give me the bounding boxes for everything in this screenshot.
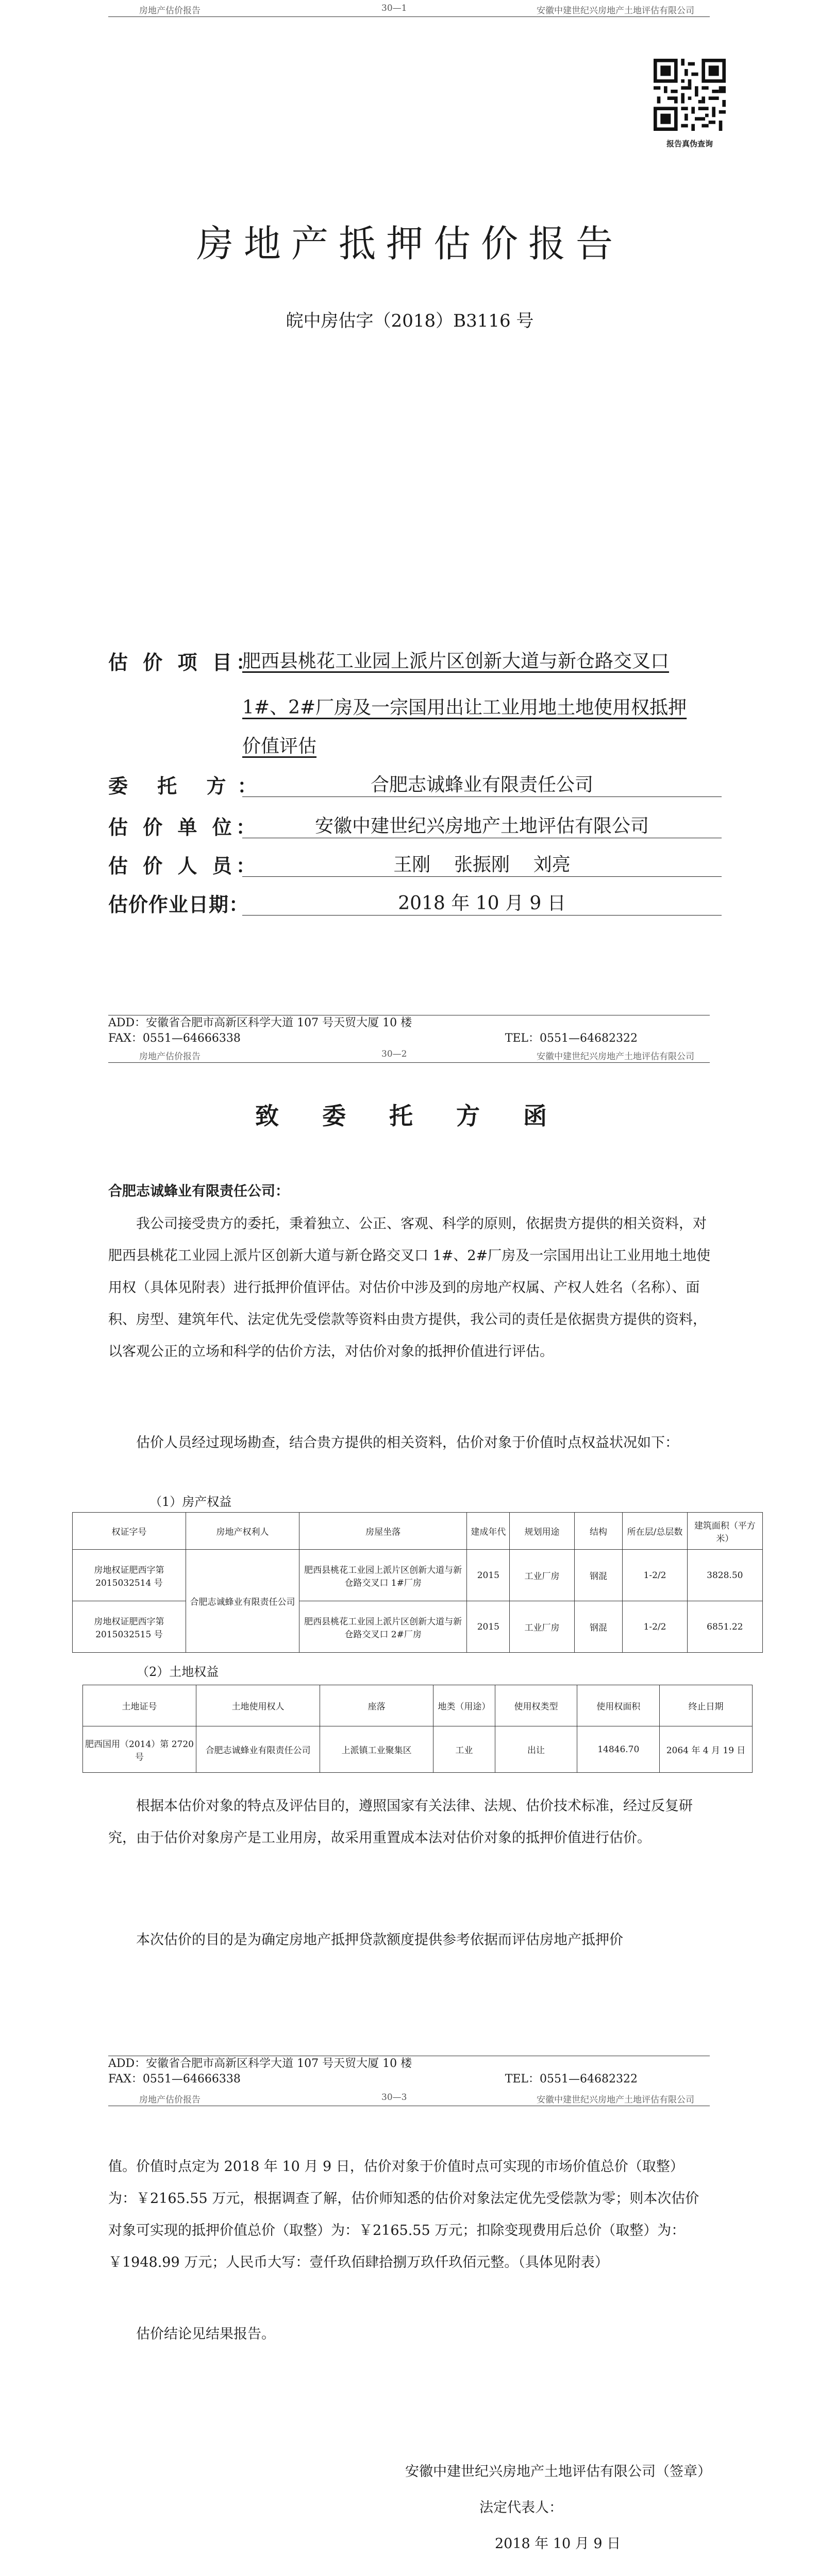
page-footer-2 xyxy=(108,2056,710,2087)
table-header: 座落 xyxy=(320,1685,433,1726)
table-header: 土地使用权人 xyxy=(196,1685,320,1726)
table-header: 地类（用途） xyxy=(433,1685,495,1726)
letter-paragraph-6: 估价结论见结果报告。 xyxy=(136,2326,275,2342)
table-header: 房屋坐落 xyxy=(299,1513,467,1550)
project-label: 估 价 项 目： xyxy=(108,651,260,674)
header-company: 安徽中建世纪兴房地产土地评估有限公司 xyxy=(537,6,694,16)
appraiser-label: 估 价 单 位： xyxy=(108,816,260,839)
floor-cell: 1-2/2 xyxy=(623,1550,687,1601)
land-area-cell: 14846.70 xyxy=(577,1726,660,1773)
salutation: 合肥志诚蜂业有限责任公司： xyxy=(108,1183,289,1199)
footer-address: ADD：安徽省合肥市高新区科学大道 107 号天贸大厦 10 楼 xyxy=(108,1016,412,1029)
signature-date: 2018 年 10 月 9 日 xyxy=(495,2536,621,2552)
letter-paragraph-2: 估价人员经过现场勘查，结合贵方提供的相关资料，估价对象于价值时点权益状况如下： xyxy=(136,1435,679,1451)
table-row xyxy=(73,1601,763,1653)
table-header: 所在层/总层数 xyxy=(623,1513,687,1550)
qr-code-icon[interactable] xyxy=(654,59,726,131)
letter-paragraph-5: 值。价值时点定为 2018 年 10 月 9 日，估价对象于价值时点可实现的市场价值总价（取整）为：￥2165.55 万元，根据调查了解，估价师知悉的估价对象法定优先受偿款为零；则本次估价对象可实现的抵押价值总价（取整）为：￥2165.55 万元；扣除变现费用后总价（取整）为：￥1948.99 万元；人民币大写：壹仟玖佰肆拾捌万玖仟玖佰元整。（具体见附表） xyxy=(108,2159,699,2270)
page-footer-1 xyxy=(108,1015,710,1046)
project-value-line3: 价值评估 xyxy=(242,736,317,757)
header-page-number: 30—2 xyxy=(381,1049,407,1059)
year-cell: 2015 xyxy=(467,1601,510,1653)
area-cell: 6851.22 xyxy=(687,1601,762,1653)
signature-representative: 法定代表人： xyxy=(479,2500,563,2516)
cert-cell: 房地权证肥西字第 2015032515 号 xyxy=(73,1601,186,1653)
staff-label: 估 价 人 员： xyxy=(108,854,260,877)
footer-tel: TEL：0551—64682322 xyxy=(505,2073,638,2086)
report-title: 房地产抵押估价报告 xyxy=(196,222,623,265)
structure-cell: 钢混 xyxy=(574,1550,623,1601)
location-cell: 肥西县桃花工业园上派片区创新大道与新仓路交叉口 2#厂房 xyxy=(299,1601,467,1653)
owner-cell: 合肥志诚蜂业有限责任公司 xyxy=(186,1550,299,1653)
page-header-3 xyxy=(108,2089,710,2106)
letter-paragraph-3: 根据本估价对象的特点及评估目的，遵照国家有关法律、法规、估价技术标准，经过反复研究，由于估价对象房产是工业用房，故采用重置成本法对估价对象的抵押价值进行估价。 xyxy=(108,1798,693,1846)
appraiser-value: 安徽中建世纪兴房地产土地评估有限公司 xyxy=(242,811,722,838)
date-label: 估价作业日期： xyxy=(108,893,249,916)
header-title: 房地产估价报告 xyxy=(139,6,201,16)
section-house: （1）房产权益 xyxy=(149,1495,232,1509)
cert-cell: 房地权证肥西字第 2015032514 号 xyxy=(73,1550,186,1601)
table-header: 建成年代 xyxy=(467,1513,510,1550)
signature-company: 安徽中建世纪兴房地产土地评估有限公司（签章） xyxy=(405,2464,711,2480)
table-row xyxy=(73,1550,763,1601)
table-header: 建筑面积（平方米） xyxy=(687,1513,762,1550)
page-header-1 xyxy=(108,0,710,17)
table-row xyxy=(83,1726,753,1773)
land-owner-cell: 合肥志诚蜂业有限责任公司 xyxy=(196,1726,320,1773)
house-rights-table xyxy=(72,1512,763,1653)
land-rights-table xyxy=(82,1685,753,1773)
header-title: 房地产估价报告 xyxy=(139,2095,201,2105)
table-header: 结构 xyxy=(574,1513,623,1550)
location-cell: 肥西县桃花工业园上派片区创新大道与新仓路交叉口 1#厂房 xyxy=(299,1550,467,1601)
table-header: 使用权类型 xyxy=(495,1685,577,1726)
table-header: 规划用途 xyxy=(510,1513,574,1550)
land-use-cell: 工业 xyxy=(433,1726,495,1773)
use-cell: 工业厂房 xyxy=(510,1601,574,1653)
footer-fax: FAX：0551—64666338 xyxy=(108,2073,241,2086)
use-cell: 工业厂房 xyxy=(510,1550,574,1601)
project-value-line2: 1#、2#厂房及一宗国用出让工业用地土地使用权抵押 xyxy=(242,697,687,718)
report-number: 皖中房估字（2018）B3116 号 xyxy=(286,311,534,331)
client-value: 合肥志诚蜂业有限责任公司 xyxy=(242,770,722,797)
area-cell: 3828.50 xyxy=(687,1550,762,1601)
letter-paragraph-4: 本次估价的目的是为确定房地产抵押贷款额度提供参考依据而评估房地产抵押价 xyxy=(136,1932,623,1948)
letter-paragraph-1: 我公司接受贵方的委托，秉着独立、公正、客观、科学的原则，依据贵方提供的相关资料，对肥西县桃花工业园上派片区创新大道与新仓路交叉口 1#、2#厂房及一宗国用出让工业用地土地使用权（具体见附表）进行抵押价值评估。对估价中涉及到的房地产权属、产权人姓名（名称）、面积、房型、建筑年代、法定优先受偿款等资料由贵方提供，我公司的责任是依据贵方提供的资料，以客观公正的立场和科学的估价方法，对估价对象的抵押价值进行评估。 xyxy=(108,1216,711,1360)
letter-title: 致 委 托 方 函 xyxy=(255,1102,565,1130)
staff-value: 王刚 张振刚 刘亮 xyxy=(242,850,722,877)
land-type-cell: 出让 xyxy=(495,1726,577,1773)
header-page-number: 30—1 xyxy=(381,3,407,13)
land-end-cell: 2064 年 4 月 19 日 xyxy=(660,1726,753,1773)
client-label: 委 托 方： xyxy=(108,774,269,798)
year-cell: 2015 xyxy=(467,1550,510,1601)
table-header: 使用权面积 xyxy=(577,1685,660,1726)
structure-cell: 钢混 xyxy=(574,1601,623,1653)
header-title: 房地产估价报告 xyxy=(139,1052,201,1062)
header-company: 安徽中建世纪兴房地产土地评估有限公司 xyxy=(537,1052,694,1062)
qr-caption: 报告真伪查询 xyxy=(666,139,713,148)
section-land: （2）土地权益 xyxy=(137,1665,219,1679)
header-company: 安徽中建世纪兴房地产土地评估有限公司 xyxy=(537,2095,694,2105)
page-header-2 xyxy=(108,1046,710,1063)
footer-address: ADD：安徽省合肥市高新区科学大道 107 号天贸大厦 10 楼 xyxy=(108,2057,412,2070)
table-header: 土地证号 xyxy=(83,1685,196,1726)
project-value-line1: 肥西县桃花工业园上派片区创新大道与新仓路交叉口 xyxy=(242,651,670,672)
table-header: 权证字号 xyxy=(73,1513,186,1550)
date-value: 2018 年 10 月 9 日 xyxy=(242,889,722,916)
table-header: 房地产权利人 xyxy=(186,1513,299,1550)
land-cert-cell: 肥西国用（2014）第 2720 号 xyxy=(83,1726,196,1773)
floor-cell: 1-2/2 xyxy=(623,1601,687,1653)
footer-tel: TEL：0551—64682322 xyxy=(505,1032,638,1045)
header-page-number: 30—3 xyxy=(381,2092,407,2103)
table-header: 终止日期 xyxy=(660,1685,753,1726)
footer-fax: FAX：0551—64666338 xyxy=(108,1032,241,1045)
land-location-cell: 上派镇工业聚集区 xyxy=(320,1726,433,1773)
